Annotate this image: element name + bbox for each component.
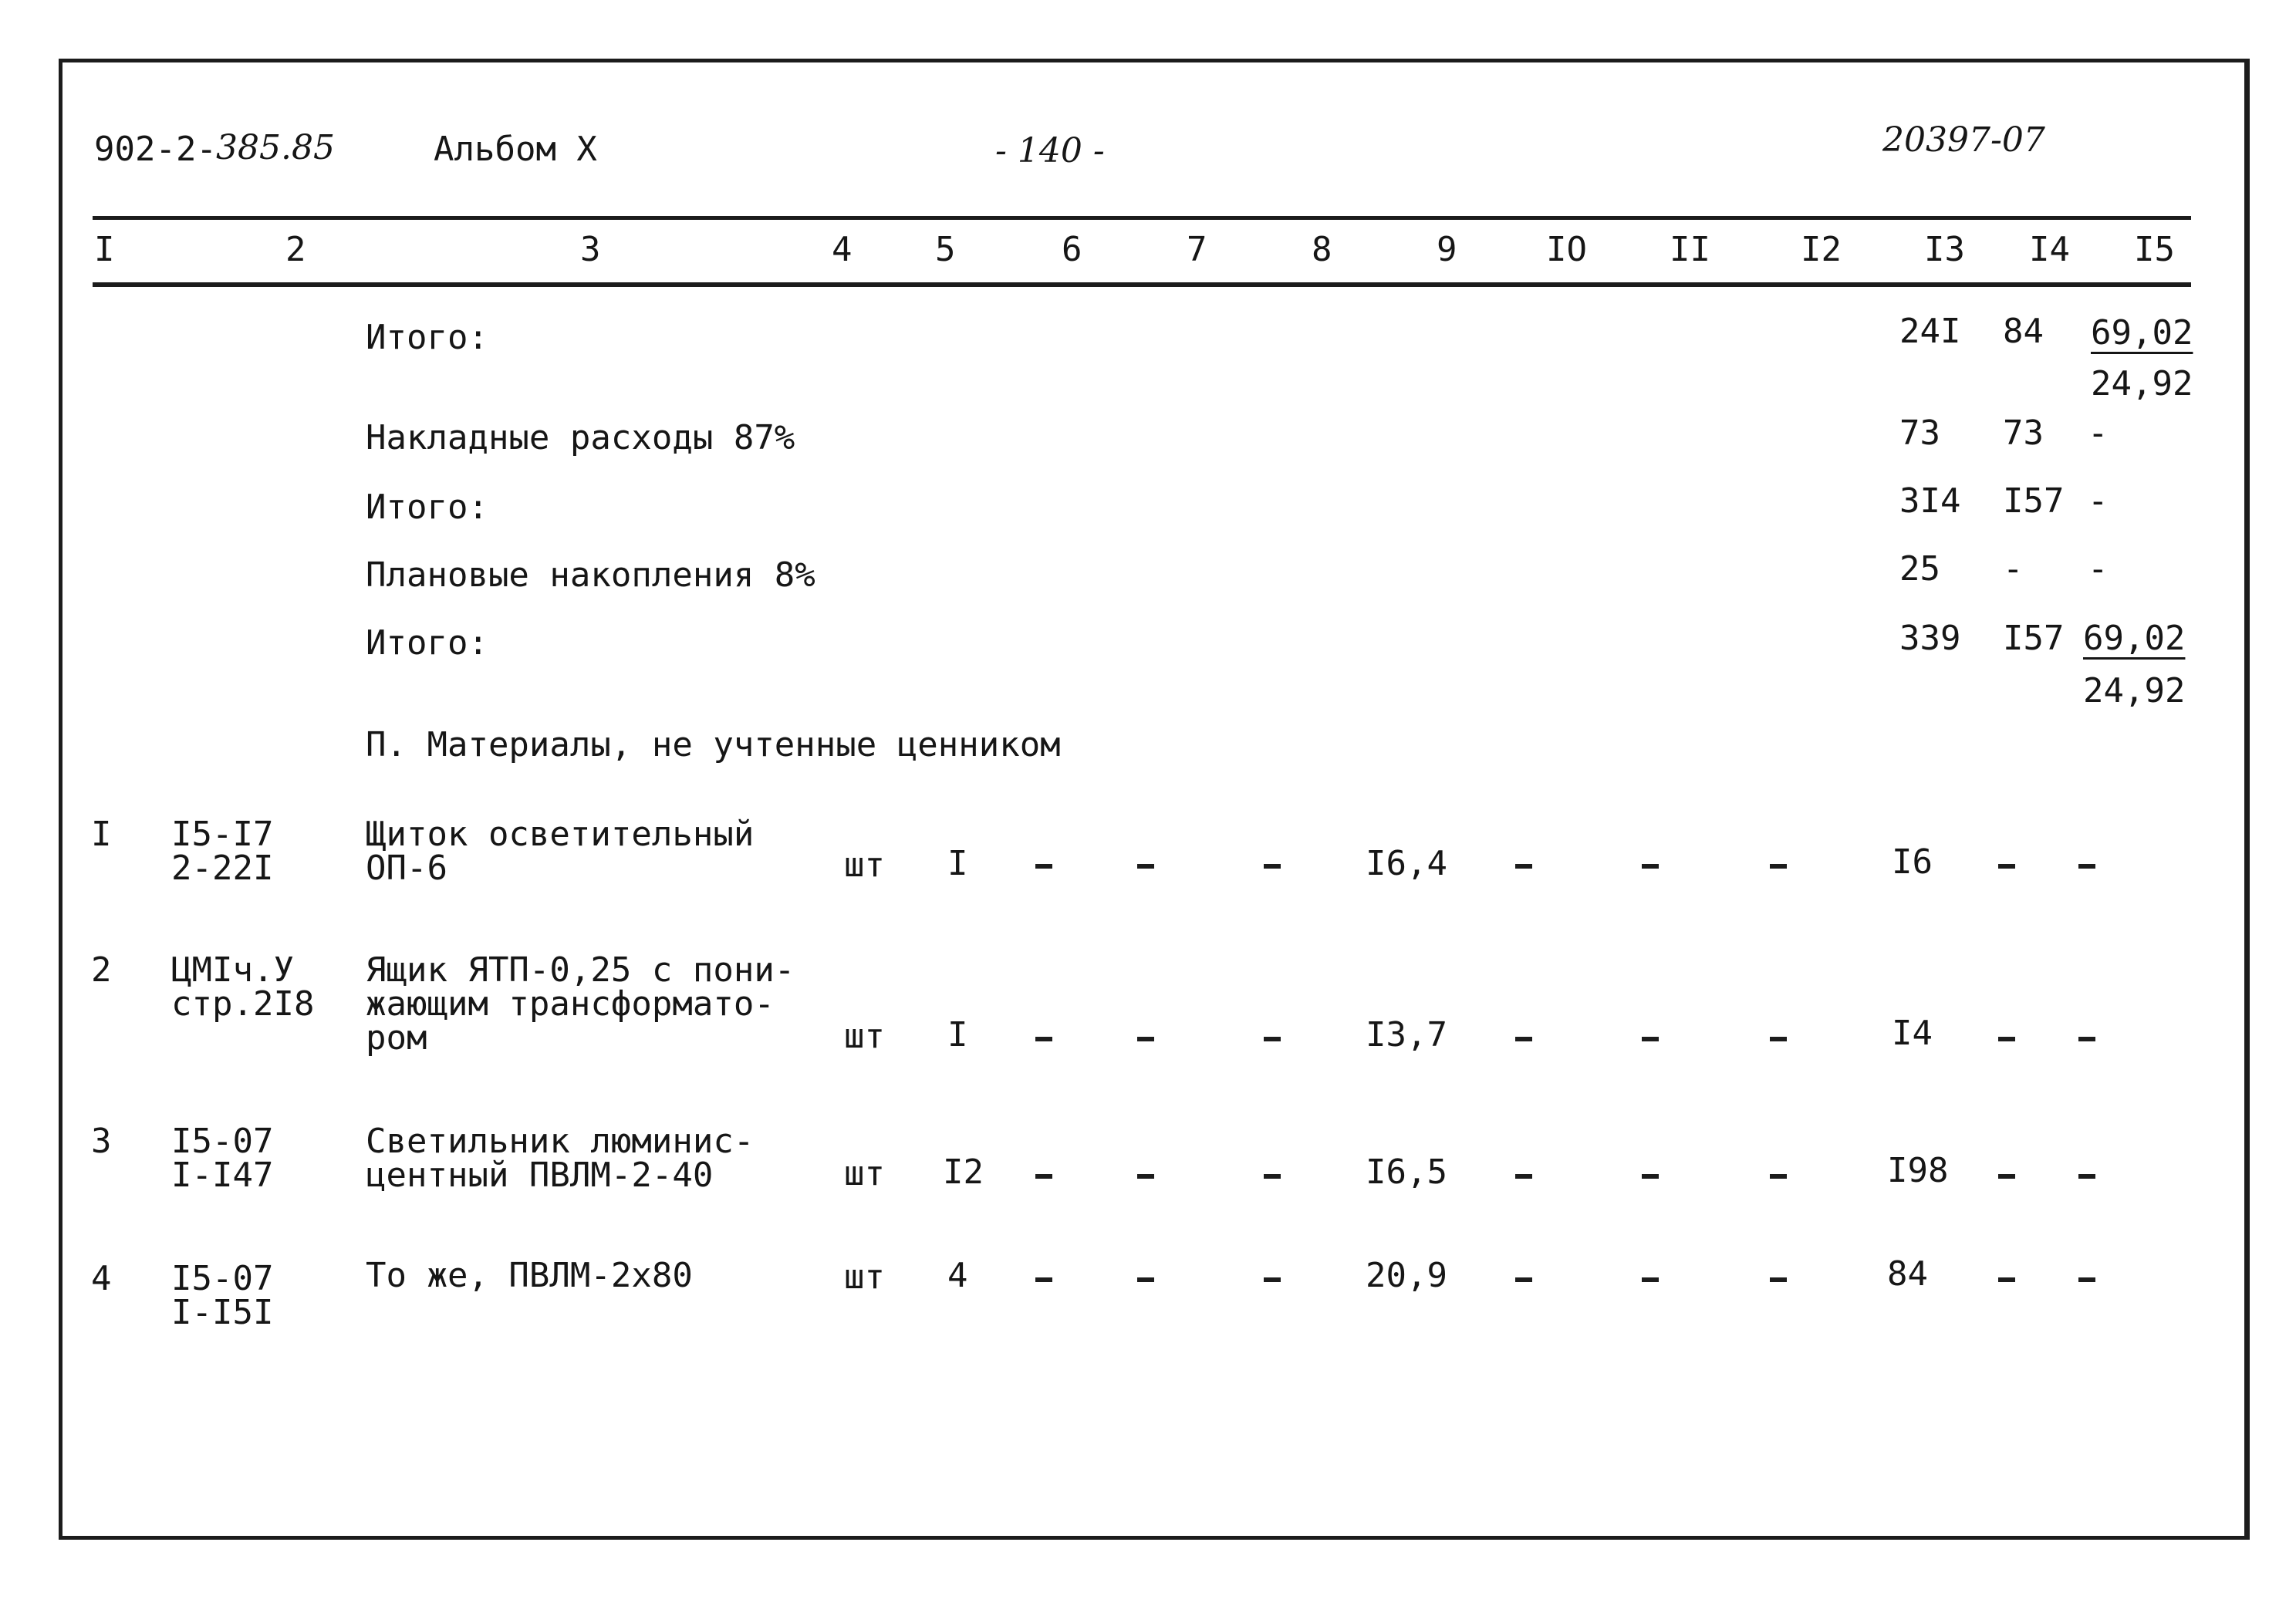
row-code-line1: I5-07	[171, 1122, 274, 1161]
row-code-line2: I-I5I	[171, 1293, 274, 1332]
row-code-line1: I5-I7	[171, 815, 274, 854]
row-code-line2: стр.2I8	[171, 984, 315, 1024]
empty-cell-dash	[1770, 864, 1787, 869]
empty-cell-dash	[1998, 1037, 2015, 1041]
col-header-15: I5	[2134, 230, 2175, 269]
empty-cell-dash	[1137, 1174, 1154, 1179]
page-frame	[59, 59, 2250, 1540]
summary-col14: 84	[2003, 312, 2044, 351]
row-price: I6,5	[1366, 1152, 1447, 1192]
row-code-line1: ЦМIч.У	[171, 950, 294, 990]
summary-col14: -	[2003, 549, 2024, 589]
summary-col13: 24I	[1899, 312, 1961, 351]
empty-cell-dash	[1035, 1174, 1052, 1179]
doc-number-handwritten: 385.85	[216, 128, 335, 167]
row-name-line2: ОП-6	[366, 849, 447, 888]
summary-col15: -	[2088, 413, 2109, 453]
col-header-3: 3	[580, 230, 601, 269]
row-number: 4	[91, 1259, 112, 1298]
empty-cell-dash	[1642, 1277, 1659, 1282]
empty-cell-dash	[1515, 1037, 1532, 1041]
summary-col14: I57	[2003, 619, 2065, 658]
summary-label: Итого:	[366, 488, 488, 527]
empty-cell-dash	[2078, 1037, 2095, 1041]
row-name-line1: Щиток осветительный	[366, 815, 755, 854]
empty-cell-dash	[1770, 1174, 1787, 1179]
col-header-12: I2	[1801, 230, 1842, 269]
col-header-1: I	[94, 230, 115, 269]
row-name-line1: То же, ПВЛМ-2х80	[366, 1256, 693, 1295]
summary-col13: 25	[1899, 549, 1940, 589]
col-header-5: 5	[935, 230, 956, 269]
empty-cell-dash	[1264, 1174, 1281, 1179]
summary-col14: 73	[2003, 413, 2044, 453]
row-quantity: I2	[943, 1152, 984, 1192]
row-quantity: I	[947, 844, 968, 883]
summary-col13: 73	[1899, 413, 1940, 453]
empty-cell-dash	[1137, 864, 1154, 869]
row-quantity: I	[947, 1015, 968, 1055]
col-header-7: 7	[1187, 230, 1207, 269]
row-name-line3: ром	[366, 1018, 427, 1058]
empty-cell-dash	[1642, 864, 1659, 869]
row-price: 20,9	[1366, 1256, 1447, 1295]
row-total: I6	[1892, 842, 1933, 882]
summary-label: Итого:	[366, 623, 488, 663]
summary-col15: -	[2088, 481, 2109, 521]
empty-cell-dash	[1998, 1277, 2015, 1282]
col-header-9: 9	[1437, 230, 1457, 269]
row-total: I98	[1887, 1151, 1949, 1190]
summary-col15: -	[2088, 549, 2109, 589]
empty-cell-dash	[1515, 1174, 1532, 1179]
col-header-6: 6	[1062, 230, 1082, 269]
empty-cell-dash	[1770, 1277, 1787, 1282]
empty-cell-dash	[1264, 864, 1281, 869]
empty-cell-dash	[1137, 1277, 1154, 1282]
document-code: 20397-07	[1882, 120, 2045, 160]
empty-cell-dash	[1264, 1037, 1281, 1041]
header-bottom-rule	[93, 282, 2191, 287]
section-title: П. Материалы, не учтенные ценником	[366, 725, 1061, 764]
row-quantity: 4	[947, 1256, 968, 1295]
row-code-line2: I-I47	[171, 1156, 274, 1195]
col-header-8: 8	[1312, 230, 1332, 269]
row-code-line2: 2-22I	[171, 849, 274, 888]
col-header-14: I4	[2029, 230, 2070, 269]
col-header-11: II	[1670, 230, 1710, 269]
col-header-10: IO	[1546, 230, 1587, 269]
empty-cell-dash	[1137, 1037, 1154, 1041]
summary-col15-lower: 24,92	[2083, 671, 2186, 710]
doc-number-prefix: 902-2-	[94, 130, 217, 169]
col-header-4: 4	[832, 230, 853, 269]
summary-col15-upper: 69,02	[2091, 313, 2193, 353]
row-unit: шт	[844, 1154, 885, 1193]
summary-label: Накладные расходы 87%	[366, 418, 795, 457]
summary-col13: 339	[1899, 619, 1961, 658]
empty-cell-dash	[1515, 864, 1532, 869]
row-unit: шт	[844, 1017, 885, 1056]
row-name-line2: центный ПВЛМ-2-40	[366, 1156, 714, 1195]
empty-cell-dash	[1998, 864, 2015, 869]
empty-cell-dash	[1035, 864, 1052, 869]
summary-col15-lower: 24,92	[2091, 364, 2193, 403]
empty-cell-dash	[1642, 1037, 1659, 1041]
empty-cell-dash	[1515, 1277, 1532, 1282]
summary-label: Итого:	[366, 318, 488, 357]
row-number: 2	[91, 950, 112, 990]
row-total: I4	[1892, 1014, 1933, 1053]
summary-label: Плановые накопления 8%	[366, 555, 815, 595]
row-unit: шт	[844, 1257, 885, 1297]
row-name-line1: Ящик ЯТП-0,25 с пони-	[366, 950, 795, 990]
row-price: I6,4	[1366, 844, 1447, 883]
empty-cell-dash	[1998, 1174, 2015, 1179]
summary-col13: 3I4	[1899, 481, 1961, 521]
row-name-line1: Светильник люминис-	[366, 1122, 755, 1161]
empty-cell-dash	[1035, 1037, 1052, 1041]
row-number: I	[91, 815, 112, 854]
empty-cell-dash	[1035, 1277, 1052, 1282]
row-price: I3,7	[1366, 1015, 1447, 1055]
empty-cell-dash	[2078, 1277, 2095, 1282]
row-total: 84	[1887, 1254, 1928, 1294]
row-code-line1: I5-07	[171, 1259, 274, 1298]
album-label: Альбом X	[434, 130, 597, 169]
empty-cell-dash	[2078, 1174, 2095, 1179]
empty-cell-dash	[2078, 864, 2095, 869]
summary-col14: I57	[2003, 481, 2065, 521]
empty-cell-dash	[1770, 1037, 1787, 1041]
col-header-2: 2	[285, 230, 306, 269]
col-header-13: I3	[1924, 230, 1965, 269]
summary-col15-upper: 69,02	[2083, 619, 2186, 658]
row-unit: шт	[844, 845, 885, 885]
empty-cell-dash	[1642, 1174, 1659, 1179]
empty-cell-dash	[1264, 1277, 1281, 1282]
row-name-line2: жающим трансформато-	[366, 984, 775, 1024]
row-number: 3	[91, 1122, 112, 1161]
page-number: - 140 -	[995, 131, 1105, 170]
header-top-rule	[93, 216, 2191, 220]
